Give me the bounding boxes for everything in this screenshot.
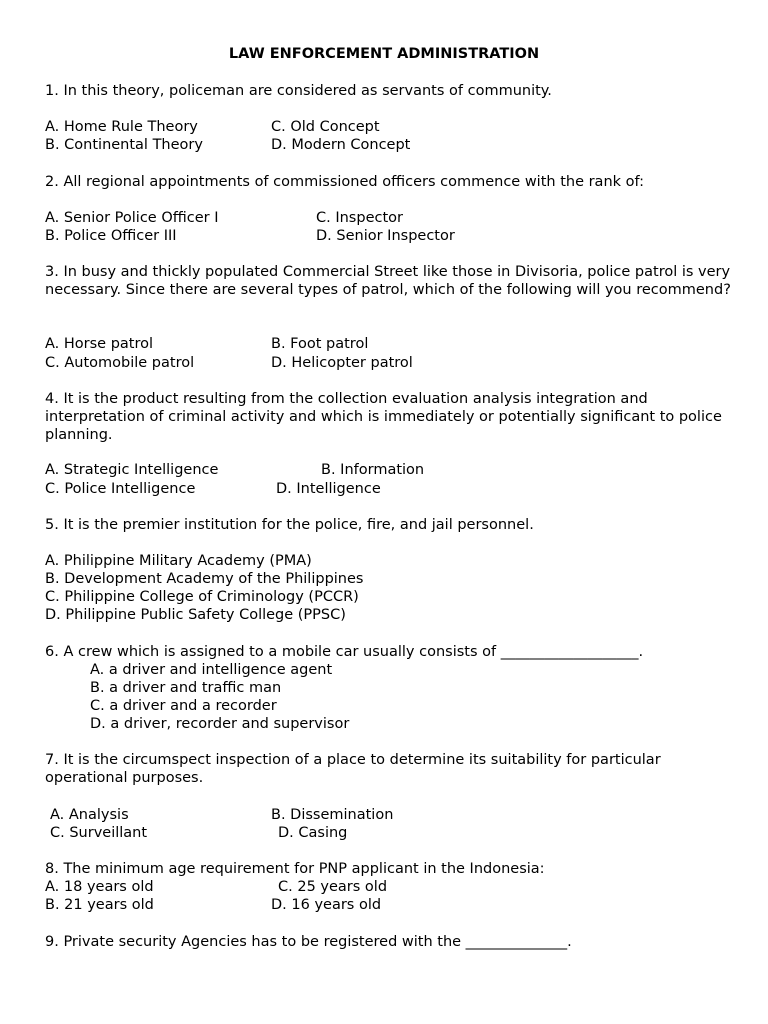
q3-option-c: C. Automobile patrol (45, 355, 195, 371)
q5-option-c: C. Philippine College of Criminology (PCCR) (45, 589, 359, 605)
q3-option-a: A. Horse patrol (45, 336, 154, 352)
q5-option-a: A. Philippine Military Academy (PMA) (45, 553, 312, 569)
q5-option-d: D. Philippine Public Safety College (PPSC) (45, 607, 346, 623)
q4-option-c: C. Police Intelligence (45, 481, 196, 497)
page-title: LAW ENFORCEMENT ADMINISTRATION (228, 46, 540, 62)
q4-option-a: A. Strategic Intelligence (45, 462, 219, 478)
question-1: 1. In this theory, policeman are considered as servants of community. (45, 83, 552, 99)
q3-option-b: B. Foot patrol (271, 336, 369, 352)
q8-option-b: B. 21 years old (45, 897, 154, 913)
question-2: 2. All regional appointments of commissioned officers commence with the rank of: (45, 174, 644, 190)
q6-option-b: B. a driver and traffic man (90, 680, 282, 696)
q1-option-d: D. Modern Concept (271, 137, 411, 153)
question-6: 6. A crew which is assigned to a mobile car usually consists of ___________________. (45, 644, 644, 660)
q8-option-d: D. 16 years old (271, 897, 382, 913)
q6-option-a: A. a driver and intelligence agent (90, 662, 333, 678)
q8-option-a: A. 18 years old (45, 879, 154, 895)
q5-option-b: B. Development Academy of the Philippines (45, 571, 364, 587)
q6-option-d: D. a driver, recorder and supervisor (90, 716, 350, 732)
q2-option-c: C. Inspector (316, 210, 403, 226)
q1-option-b: B. Continental Theory (45, 137, 203, 153)
q4-option-b: B. Information (321, 462, 425, 478)
q2-option-d: D. Senior Inspector (316, 228, 455, 244)
question-3: 3. In busy and thickly populated Commercial Street like those in Divisoria, police patrol is very necessary. Since there are several types of patrol, which of the following will you recommend? (45, 264, 731, 298)
q2-option-b: B. Police Officer III (45, 228, 177, 244)
q7-option-c: C. Surveillant (50, 825, 148, 841)
q7-option-d: D. Casing (278, 825, 348, 841)
q6-option-c: C. a driver and a recorder (90, 698, 277, 714)
q4-option-d: D. Intelligence (276, 481, 381, 497)
q1-option-a: A. Home Rule Theory (45, 119, 198, 135)
question-9: 9. Private security Agencies has to be registered with the ______________. (45, 934, 572, 950)
question-5: 5. It is the premier institution for the police, fire, and jail personnel. (45, 517, 534, 533)
question-7: 7. It is the circumspect inspection of a place to determine its suitability for particular operational purposes. (45, 752, 661, 786)
question-4: 4. It is the product resulting from the collection evaluation analysis integration and interpretation of criminal activity and which is immediately or potentially significant to police planning. (45, 391, 722, 443)
question-8: 8. The minimum age requirement for PNP applicant in the Indonesia: (45, 861, 545, 877)
q3-option-d: D. Helicopter patrol (271, 355, 413, 371)
q1-option-c: C. Old Concept (271, 119, 380, 135)
q7-option-a: A. Analysis (50, 807, 129, 823)
q2-option-a: A. Senior Police Officer I (45, 210, 219, 226)
q8-option-c: C. 25 years old (278, 879, 388, 895)
q7-option-b: B. Dissemination (271, 807, 394, 823)
